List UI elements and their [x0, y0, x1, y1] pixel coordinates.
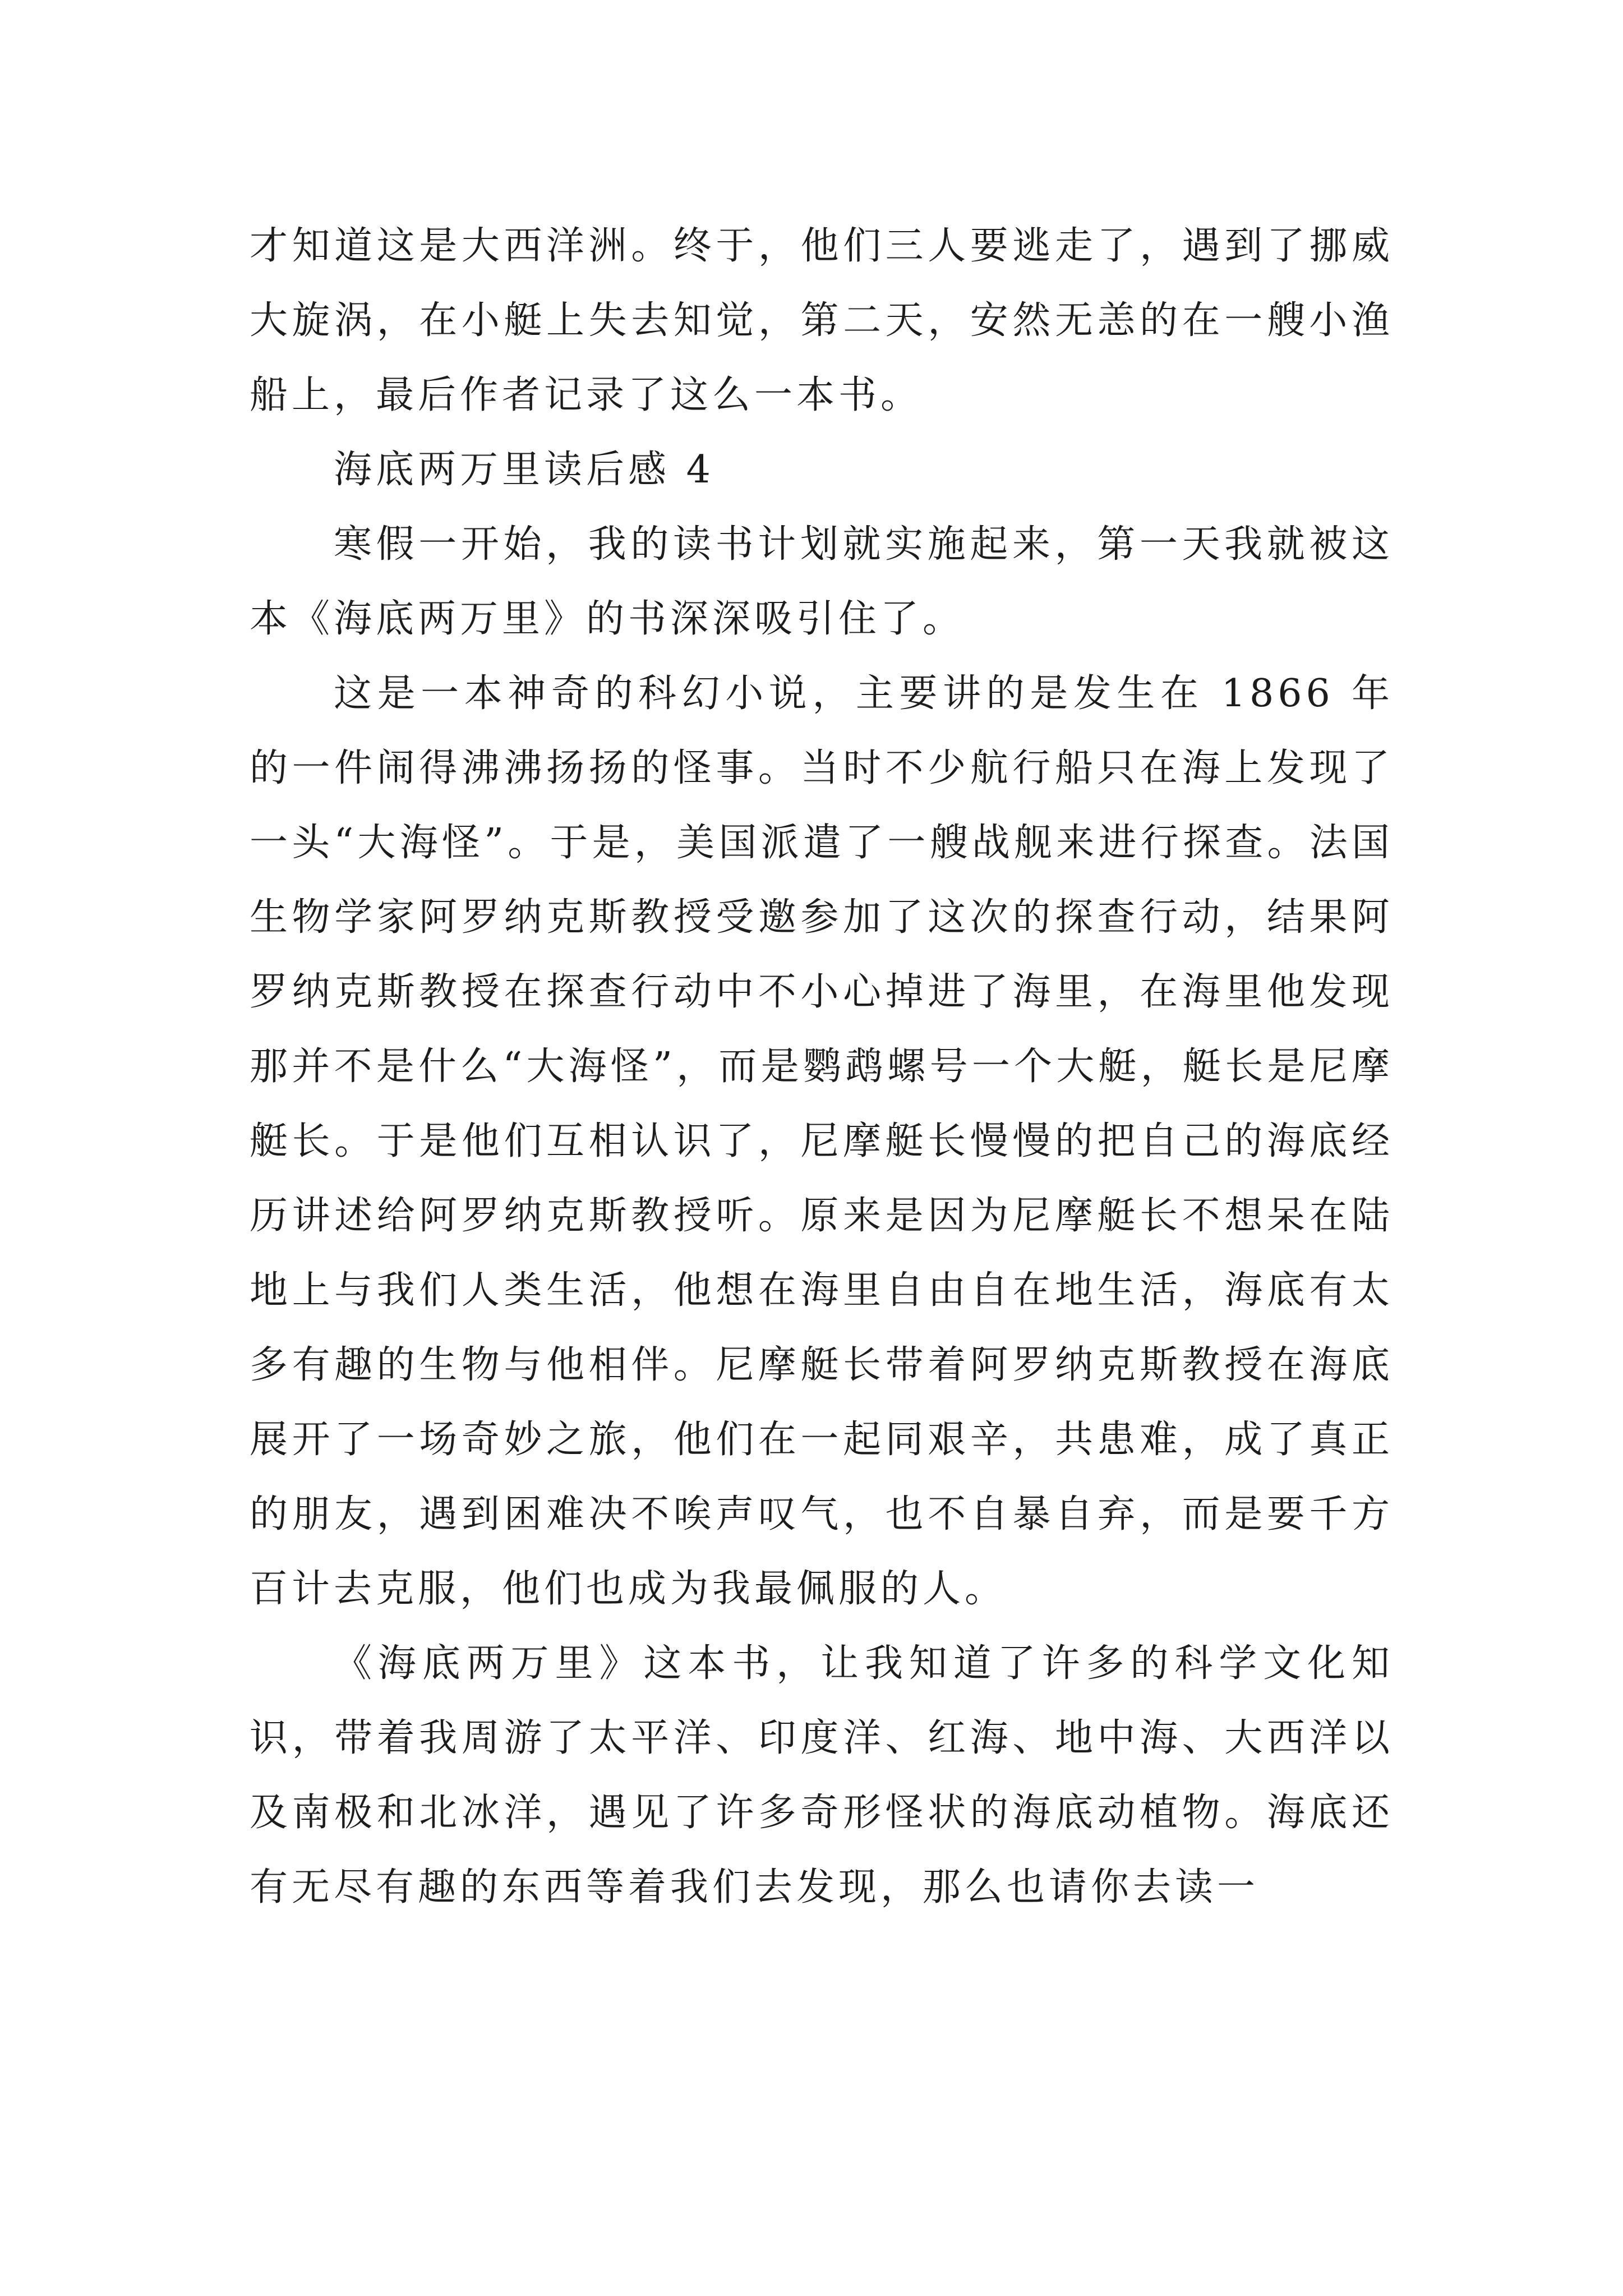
paragraph: 寒假一开始，我的读书计划就实施起来，第一天我就被这本《海底两万里》的书深深吸引住了。 [250, 522, 1394, 641]
paragraph: 才知道这是大西洋洲。终于，他们三人要逃走了，遇到了挪威大旋涡，在小艇上失去知觉，第二天，安然无恙的在一艘小渔船上，最后作者记录了这么一本书。 [250, 224, 1394, 417]
paragraph: 《海底两万里》这本书，让我知道了许多的科学文化知识，带着我周游了太平洋、印度洋、红海、地中海、大西洋以及南极和北冰洋，遇见了许多奇形怪状的海底动植物。海底还有无尽有趣的东西等着我们去发现，那么也请你去读一 [250, 1641, 1394, 1910]
paragraph: 这是一本神奇的科幻小说，主要讲的是发生在 1866 年的一件闹得沸沸扬扬的怪事。当时不少航行船只在海上发现了一头“大海怪”。于是，美国派遣了一艘战舰来进行探查。法国生物学家阿罗纳克斯教授受邀参加了这次的探查行动，结果阿罗纳克斯教授在探查行动中不小心掉进了海里，在海里他发现那并不是什么“大海怪”，而是鹦鹉螺号一个大艇，艇长是尼摩艇长。于是他们互相认识了，尼摩艇长慢慢的把自己的海底经历讲述给阿罗纳克斯教授听。原来是因为尼摩艇长不想呆在陆地上与我们人类生活，他想在海里自由自在地生活，海底有太多有趣的生物与他相伴。尼摩艇长带着阿罗纳克斯教授在海底展开了一场奇妙之旅，他们在一起同艰辛，共患难，成了真正的朋友，遇到困难决不唉声叹气，也不自暴自弃，而是要千方百计去克服，他们也成为我最佩服的人。 [250, 671, 1394, 1611]
section-heading: 海底两万里读后感 4 [334, 448, 714, 492]
document-body [250, 209, 1394, 1925]
